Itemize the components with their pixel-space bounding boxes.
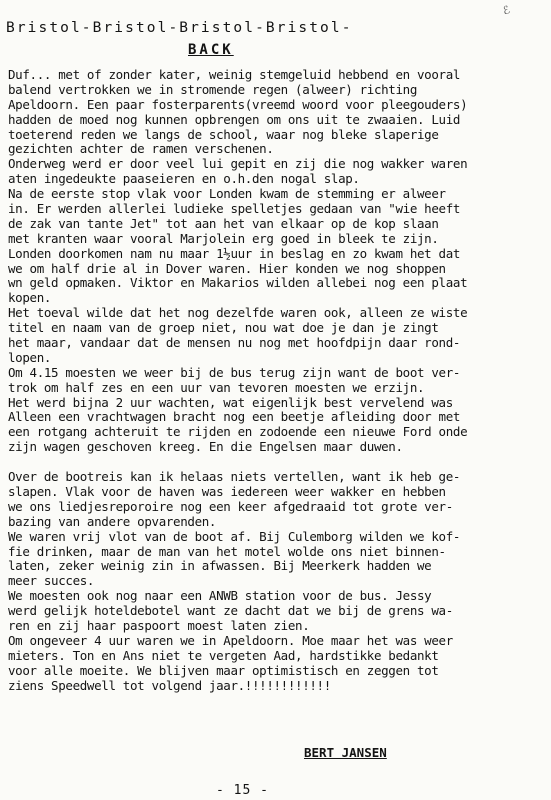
text-line: in. Er werden allerlei ludieke spelletjes gedaan van "wie heeft	[8, 201, 461, 217]
text-line: laten, zeker weinig zin in afwassen. Bij Meerkerk hadden we	[8, 558, 432, 574]
text-line: We waren vrij vlot van de boot af. Bij Culemborg wilden we kof-	[8, 528, 461, 544]
paragraph-gap	[8, 455, 548, 470]
article-body	[8, 68, 548, 693]
text-line: wn geld opmaken. Viktor en Makarios wilden allebei nog een plaat	[8, 275, 468, 291]
text-line: mieters. Ton en Ans niet te vergeten Aad, hardstikke bedankt	[8, 647, 439, 663]
text-line: toeterend reden we langs de school, waar nog bleke slaperige	[8, 126, 439, 142]
text-line: balend vertrokken we in stromende regen (alweer) richting	[8, 81, 418, 97]
page-number: - 15 -	[216, 783, 269, 798]
text-line: Na de eerste stop vlak voor Londen kwam de stemming er alweer	[8, 186, 446, 202]
text-line: Over de bootreis kan ik helaas niets vertellen, want ik heb ge-	[8, 469, 461, 485]
text-line: we om half drie al in Dover waren. Hier konden we nog shoppen	[8, 260, 446, 276]
text-line: meer succes.	[8, 573, 95, 589]
corner-scribble: ℰ	[500, 3, 512, 18]
text-line: titel en naam van de groep niet, nou wat doe je dan je zingt	[8, 320, 439, 336]
text-line: werd gelijk hoteldebotel want ze dacht dat we bij de grens wa-	[8, 603, 453, 619]
author-signature: BERT JANSEN	[304, 745, 387, 760]
paragraph	[8, 470, 548, 693]
text-line: Londen doorkomen nam nu maar 1½uur in beslag en zo kwam het dat	[8, 245, 461, 261]
text-line: ziens Speedwell tot volgend jaar.!!!!!!!!!!!!	[8, 677, 331, 693]
text-line: gezichten achter de ramen verschenen.	[8, 141, 274, 157]
text-line: bazing van andere opvarenden.	[8, 513, 217, 529]
text-line: lopen.	[8, 349, 52, 365]
text-line: fie drinken, maar de man van het motel wolde ons niet binnen-	[8, 543, 446, 559]
text-line: voor alle moeite. We blijven maar optimistisch en zeggen tot	[8, 662, 439, 678]
article-title: BACK	[188, 42, 234, 58]
text-line: het maar, vandaar dat de mensen nu nog met hoofdpijn daar rond-	[8, 335, 461, 351]
text-line: trok om half zes en een uur van tevoren moesten we erzijn.	[8, 379, 425, 395]
text-line: Om 4.15 moesten we weer bij de bus terug zijn want de boot ver-	[8, 364, 461, 380]
text-line: ren en zij haar paspoort moest laten zien.	[8, 617, 310, 633]
text-line: Om ongeveer 4 uur waren we in Apeldoorn. Moe maar het was weer	[8, 632, 453, 648]
text-line: Duf... met of zonder kater, weinig stemgeluid hebbend en vooral	[8, 67, 461, 82]
text-line: We moesten ook nog naar een ANWB station voor de bus. Jessy	[8, 588, 432, 604]
text-line: kopen.	[8, 290, 52, 306]
paragraph	[8, 68, 548, 455]
text-line: een rotgang achteruit te rijden en zodoende een nieuwe Ford onde	[8, 424, 468, 440]
text-line: Het toeval wilde dat het nog dezelfde waren ook, alleen ze wiste	[8, 305, 468, 321]
text-line: hadden de moed nog kunnen opbrengen om ons uit te zwaaien. Luid	[8, 111, 461, 127]
text-line: Onderweg werd er door veel lui gepit en zij die nog wakker waren	[8, 156, 468, 172]
text-line: met kranten waar vooral Marjolein erg goed in bleek te zijn.	[8, 230, 439, 246]
text-line: de zak van tante Jet" tot aan het van elkaar op de kop slaan	[8, 215, 439, 231]
text-line: Alleen een vrachtwagen bracht nog een beetje afleiding door met	[8, 409, 461, 425]
text-line: we ons liedjesreporoire nog een keer afgedraaid tot grote ver-	[8, 498, 453, 514]
text-line: zijn wagen geschoven kreeg. En die Engelsen maar duwen.	[8, 439, 403, 455]
text-line: Het werd bijna 2 uur wachten, wat eigenlijk best vervelend was	[8, 394, 453, 410]
page-header: Bristol-Bristol-Bristol-Bristol-	[6, 20, 353, 36]
text-line: slapen. Vlak voor de haven was iedereen weer wakker en hebben	[8, 483, 446, 499]
text-line: aten ingedeukte paaseieren en o.h.den nogal slap.	[8, 171, 360, 187]
text-line: Apeldoorn. Een paar fosterparents(vreemd woord voor pleegouders)	[8, 96, 468, 112]
